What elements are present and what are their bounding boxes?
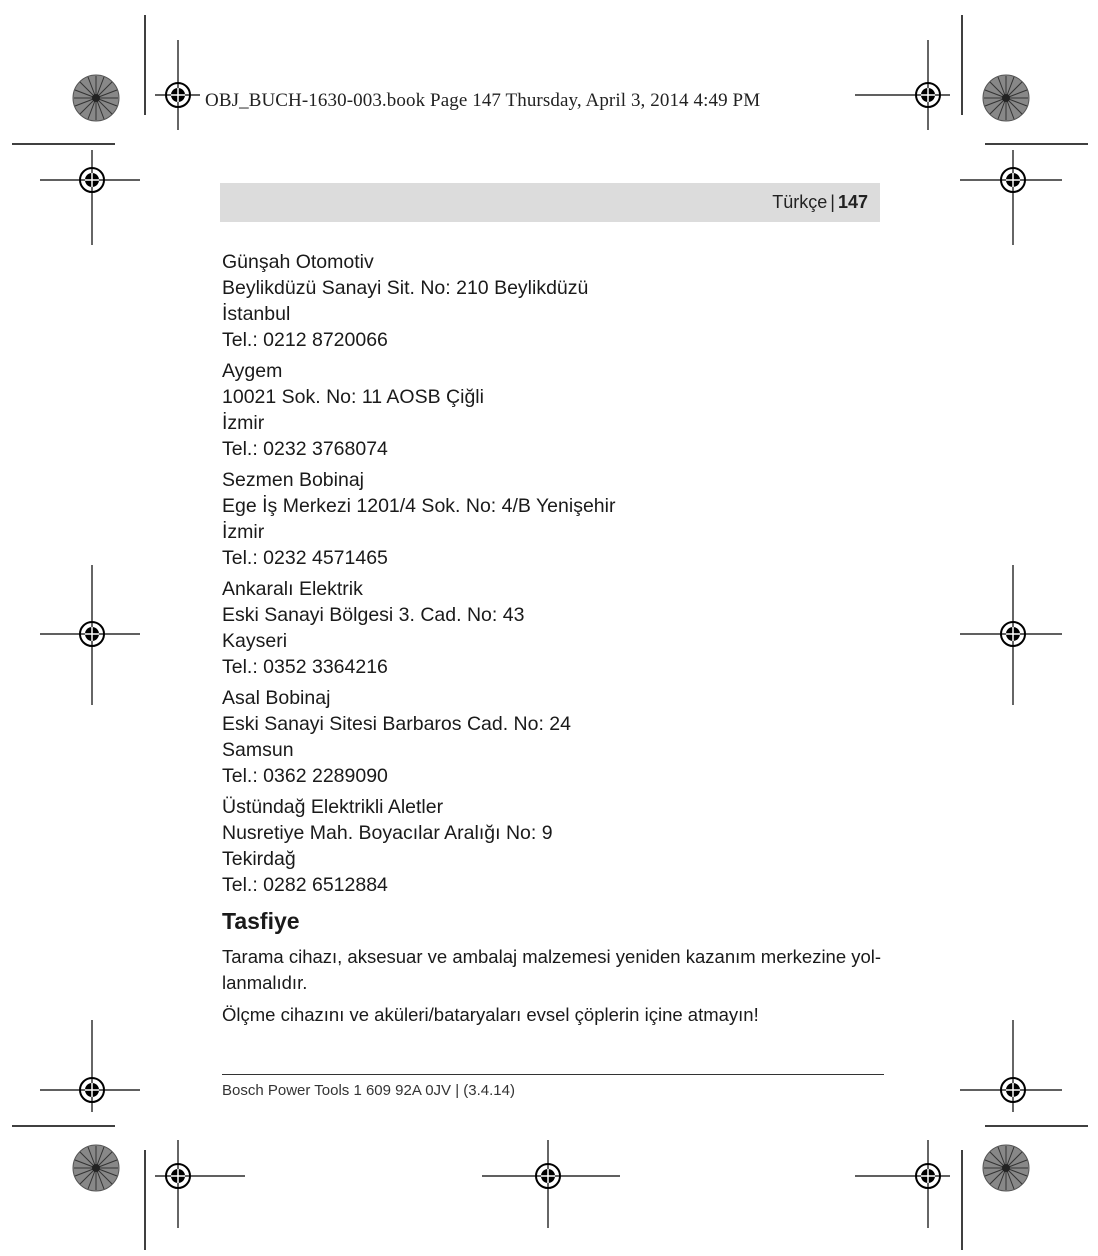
- address-street: Eski Sanayi Bölgesi 3. Cad. No: 43: [222, 604, 525, 626]
- disposal-paragraph-line: Tarama cihazı, aksesuar ve ambalaj malzemesi yeniden kazanım merkezine yol-: [222, 946, 882, 967]
- disposal-warning: Ölçme cihazını ve aküleri/bataryaları evsel çöplerin içine atmayın!: [222, 1004, 759, 1025]
- header-separator: |: [830, 192, 835, 212]
- address-city: İzmir: [222, 412, 265, 434]
- address-street: 10021 Sok. No: 11 AOSB Çiğli: [222, 386, 484, 408]
- address-street: Beylikdüzü Sanayi Sit. No: 210 Beylikdüzü: [222, 277, 589, 299]
- disposal-paragraph-line: lanmalıdır.: [222, 972, 308, 993]
- header-language: Türkçe: [772, 192, 828, 212]
- page-header-bar: [220, 183, 880, 222]
- address-block: [222, 467, 884, 571]
- address-street: Eski Sanayi Sitesi Barbaros Cad. No: 24: [222, 713, 572, 735]
- address-block: [222, 685, 884, 789]
- address-phone: Tel.: 0232 4571465: [222, 547, 388, 569]
- address-city: Tekirdağ: [222, 848, 296, 870]
- page-number: 147: [837, 192, 868, 212]
- address-city: İstanbul: [222, 303, 291, 325]
- slug-line: OBJ_BUCH-1630-003.book Page 147 Thursday, April 3, 2014 4:49 PM: [205, 90, 761, 111]
- page-header: [772, 192, 868, 213]
- address-city: Kayseri: [222, 630, 288, 652]
- address-phone: Tel.: 0282 6512884: [222, 874, 388, 896]
- address-block: [222, 249, 884, 353]
- address-phone: Tel.: 0362 2289090: [222, 765, 388, 787]
- address-name: Günşah Otomotiv: [222, 251, 374, 273]
- address-name: Aygem: [222, 360, 283, 382]
- address-phone: Tel.: 0352 3364216: [222, 656, 388, 678]
- address-name: Asal Bobinaj: [222, 687, 331, 709]
- page-footer: Bosch Power Tools 1 609 92A 0JV | (3.4.14): [222, 1082, 515, 1099]
- address-name: Üstündağ Elektrikli Aletler: [222, 796, 444, 818]
- disposal-heading: Tasfiye: [222, 908, 300, 934]
- page-content: [222, 249, 884, 1034]
- address-street: Nusretiye Mah. Boyacılar Aralığı No: 9: [222, 822, 553, 844]
- address-street: Ege İş Merkezi 1201/4 Sok. No: 4/B Yenişehir: [222, 495, 616, 517]
- address-city: İzmir: [222, 521, 265, 543]
- address-block: [222, 358, 884, 462]
- address-name: Sezmen Bobinaj: [222, 469, 365, 491]
- address-block: [222, 794, 884, 898]
- footer-rule: [222, 1074, 884, 1075]
- disposal-paragraph: [222, 944, 884, 996]
- address-phone: Tel.: 0212 8720066: [222, 329, 388, 351]
- address-block: [222, 576, 884, 680]
- address-name: Ankaralı Elektrik: [222, 578, 363, 600]
- address-phone: Tel.: 0232 3768074: [222, 438, 388, 460]
- address-city: Samsun: [222, 739, 294, 761]
